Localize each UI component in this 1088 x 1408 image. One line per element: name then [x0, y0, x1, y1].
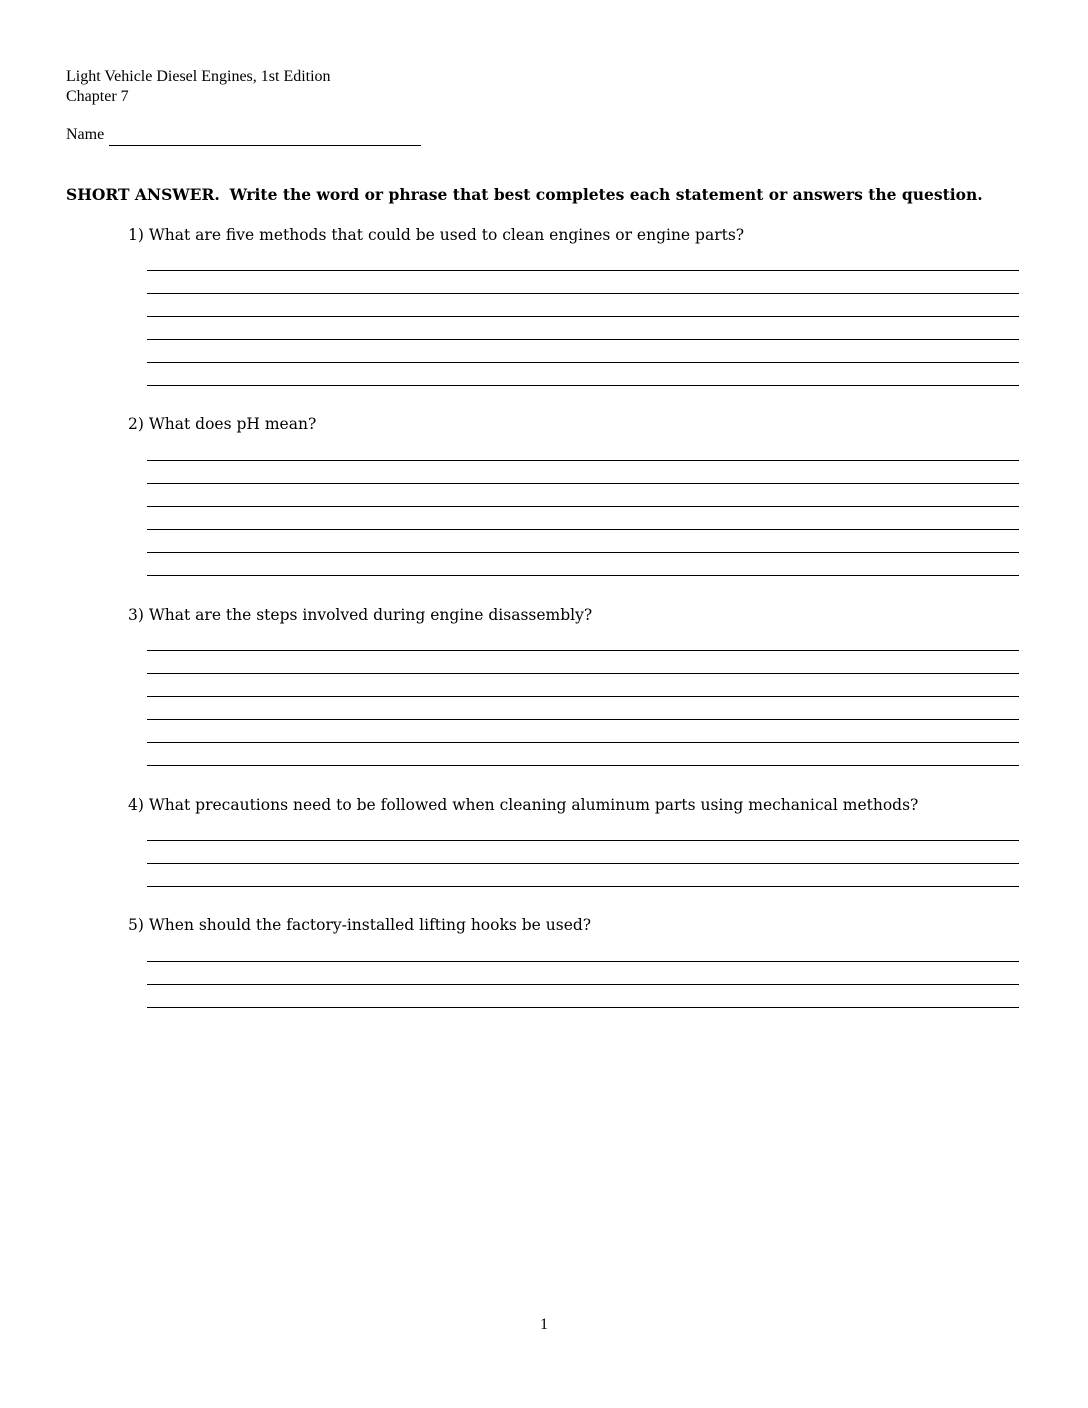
chapter-label: Chapter 7 — [66, 88, 129, 105]
answer-line[interactable] — [147, 293, 1019, 294]
book-title: Light Vehicle Diesel Engines, 1st Edition — [66, 68, 331, 85]
instructions — [66, 186, 983, 204]
name-label: Name — [66, 126, 105, 143]
instructions-heading: SHORT ANSWER. — [66, 185, 220, 204]
answer-line[interactable] — [147, 984, 1019, 985]
answer-line[interactable] — [147, 529, 1019, 530]
answer-line[interactable] — [147, 840, 1019, 841]
answer-line[interactable] — [147, 460, 1019, 461]
question-number: 4) — [128, 796, 144, 814]
question-3 — [128, 606, 592, 624]
answer-line[interactable] — [147, 316, 1019, 317]
question-4 — [128, 796, 918, 814]
answer-line[interactable] — [147, 552, 1019, 553]
page-number: 1 — [540, 1316, 548, 1333]
answer-line[interactable] — [147, 863, 1019, 864]
answer-line[interactable] — [147, 961, 1019, 962]
answer-line[interactable] — [147, 719, 1019, 720]
question-2 — [128, 415, 316, 433]
question-text: When should the factory-installed lifting hooks be used? — [148, 916, 592, 934]
question-number: 2) — [128, 415, 144, 433]
answer-line[interactable] — [147, 886, 1019, 887]
answer-line[interactable] — [147, 650, 1019, 651]
question-text: What precautions need to be followed when cleaning aluminum parts using mechanical methods? — [148, 796, 919, 814]
question-number: 5) — [128, 916, 144, 934]
question-1 — [128, 226, 744, 244]
answer-line[interactable] — [147, 742, 1019, 743]
answer-line[interactable] — [147, 506, 1019, 507]
answer-line[interactable] — [147, 362, 1019, 363]
answer-line[interactable] — [147, 483, 1019, 484]
question-5 — [128, 916, 591, 934]
question-number: 1) — [128, 226, 144, 244]
answer-line[interactable] — [147, 385, 1019, 386]
answer-line[interactable] — [147, 575, 1019, 576]
question-text: What are five methods that could be used to clean engines or engine parts? — [148, 226, 745, 244]
answer-line[interactable] — [147, 339, 1019, 340]
answer-line[interactable] — [147, 765, 1019, 766]
answer-line[interactable] — [147, 1007, 1019, 1008]
answer-line[interactable] — [147, 696, 1019, 697]
question-text: What does pH mean? — [148, 415, 317, 433]
answer-line[interactable] — [147, 270, 1019, 271]
answer-line[interactable] — [147, 673, 1019, 674]
question-text: What are the steps involved during engine disassembly? — [148, 606, 593, 624]
instructions-text: Write the word or phrase that best completes each statement or answers the question. — [229, 185, 983, 204]
question-number: 3) — [128, 606, 144, 624]
name-field[interactable] — [109, 145, 421, 146]
